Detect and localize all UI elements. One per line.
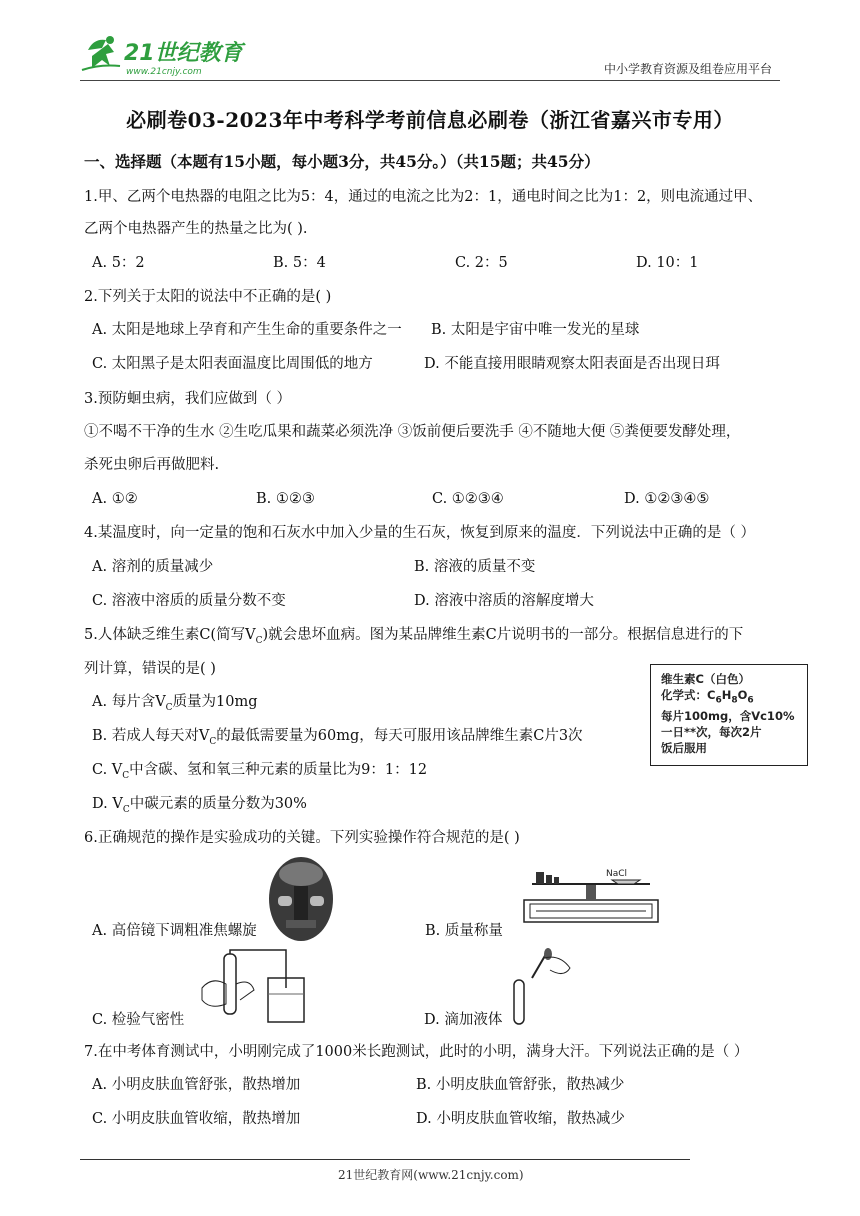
svg-text:21世纪教育: 21世纪教育 bbox=[124, 41, 243, 66]
q5-option-c: C. $V_C$中含碳、氢和氧三种元素的质量比为9：1：12 bbox=[92, 762, 428, 781]
q2-stem: 2.下列关于太阳的说法中不正确的是( ) bbox=[84, 289, 332, 305]
header-divider bbox=[80, 80, 780, 81]
q6-stem: 6.正确规范的操作是实验成功的关键。下列实验操作符合规范的是( ) bbox=[84, 830, 520, 846]
label-formula: 化学式：$C_6H_8O_6$ bbox=[661, 688, 754, 706]
q3-items-line2: 杀死虫卵后再做肥料. bbox=[84, 457, 220, 473]
q2-option-b: B. 太阳是宇宙中唯一发光的星球 bbox=[431, 322, 640, 338]
q7-option-a: A. 小明皮肤血管舒张，散热增加 bbox=[92, 1077, 301, 1093]
platform-name: 中小学教育资源及组卷应用平台 bbox=[603, 62, 772, 76]
svg-text:NaCl: NaCl bbox=[606, 869, 628, 879]
q1-option-d: D. 10：1 bbox=[636, 255, 699, 271]
q3-option-a: A. ①② bbox=[92, 491, 138, 507]
q3-option-b: B. ①②③ bbox=[256, 491, 315, 507]
balance-image bbox=[516, 864, 666, 926]
page-header bbox=[80, 30, 780, 82]
dropper-image bbox=[504, 948, 574, 1028]
q3-option-d: D. ①②③④⑤ bbox=[624, 491, 710, 507]
footer-divider bbox=[80, 1159, 690, 1160]
q7-option-b: B. 小明皮肤血管舒张，散热减少 bbox=[416, 1077, 625, 1093]
q2-option-a: A. 太阳是地球上孕育和产生生命的重要条件之一 bbox=[92, 322, 402, 338]
vitamin-c-label bbox=[650, 664, 808, 766]
q3-option-c: C. ①②③④ bbox=[432, 491, 504, 507]
q4-option-b: B. 溶液的质量不变 bbox=[414, 559, 536, 575]
q1-option-b: B. 5：4 bbox=[273, 255, 326, 271]
footer-link[interactable]: 21世纪教育网(www.21cnjy.com) bbox=[338, 1168, 524, 1182]
q6-option-d: D. 滴加液体 bbox=[424, 1012, 503, 1028]
q4-option-c: C. 溶液中溶质的质量分数不变 bbox=[92, 593, 286, 609]
logo-icon bbox=[80, 30, 250, 78]
svg-text:www.21cnjy.com: www.21cnjy.com bbox=[126, 67, 202, 77]
page-title: 必刷卷03-2023年中考科学考前信息必刷卷（浙江省嘉兴市专用） bbox=[126, 108, 734, 132]
q1-stem-line1: 1.甲、乙两个电热器的电阻之比为5：4，通过的电流之比为2：1，通电时间之比为1：2，则电流通过甲、 bbox=[84, 189, 763, 205]
label-line-5: 饭后服用 bbox=[661, 741, 707, 756]
q1-option-c: C. 2：5 bbox=[455, 255, 508, 271]
q4-stem: 4.某温度时，向一定量的饱和石灰水中加入少量的生石灰，恢复到原来的温度．下列说法中正确的是（ ） bbox=[84, 525, 755, 541]
q7-option-c: C. 小明皮肤血管收缩，散热增加 bbox=[92, 1111, 301, 1127]
q5-option-d: D. $V_C$中碳元素的质量分数为30% bbox=[92, 796, 307, 815]
q3-items-line1: ①不喝不干净的生水 ②生吃瓜果和蔬菜必须洗净 ③饭前便后要洗手 ④不随地大便 ⑤粪便要发酵处理， bbox=[84, 424, 741, 440]
q1-stem-line2: 乙两个电热器产生的热量之比为( ). bbox=[84, 221, 308, 237]
q5-option-a: A. 每片含$V_C$质量为10mg bbox=[92, 694, 258, 713]
microscope-image bbox=[268, 856, 334, 942]
q5-option-b: B. 若成人每天对$V_C$的最低需要量为60mg，每天可服用该品牌维生素C片3次 bbox=[92, 728, 583, 747]
q6-option-a: A. 高倍镜下调粗准焦螺旋 bbox=[92, 923, 257, 939]
q4-option-d: D. 溶液中溶质的溶解度增大 bbox=[414, 593, 594, 609]
q7-option-d: D. 小明皮肤血管收缩，散热减少 bbox=[416, 1111, 625, 1127]
q2-option-c: C. 太阳黑子是太阳表面温度比周围低的地方 bbox=[92, 356, 373, 372]
q5-stem-line1: 5.人体缺乏维生素C(简写$V_C$)就会患坏血病。图为某品牌维生素C片说明书的一部分。根据信息进行的下 bbox=[84, 627, 744, 646]
q1-option-a: A. 5：2 bbox=[92, 255, 145, 271]
q3-stem: 3.预防蛔虫病，我们应做到（ ） bbox=[84, 391, 291, 407]
q6-option-c: C. 检验气密性 bbox=[92, 1012, 185, 1028]
q4-option-a: A. 溶剂的质量减少 bbox=[92, 559, 214, 575]
label-line-3: 每片100mg，含Vc10% bbox=[661, 709, 795, 724]
q7-stem: 7.在中考体育测试中，小明刚完成了1000米长跑测试，此时的小明，满身大汗。下列说法正确的是（ ） bbox=[84, 1044, 749, 1060]
q5-stem-line2: 列计算，错误的是( ) bbox=[84, 661, 216, 677]
airtightness-test-image bbox=[196, 948, 314, 1028]
q6-option-b: B. 质量称量 bbox=[425, 923, 503, 939]
q2-option-d: D. 不能直接用眼睛观察太阳表面是否出现日珥 bbox=[424, 356, 720, 372]
label-line-4: 一日**次，每次2片 bbox=[661, 725, 762, 740]
section-heading: 一、选择题（本题有15小题，每小题3分，共45分。）（共15题；共45分） bbox=[84, 152, 600, 171]
label-line-1: 维生素C（白色） bbox=[661, 672, 750, 686]
